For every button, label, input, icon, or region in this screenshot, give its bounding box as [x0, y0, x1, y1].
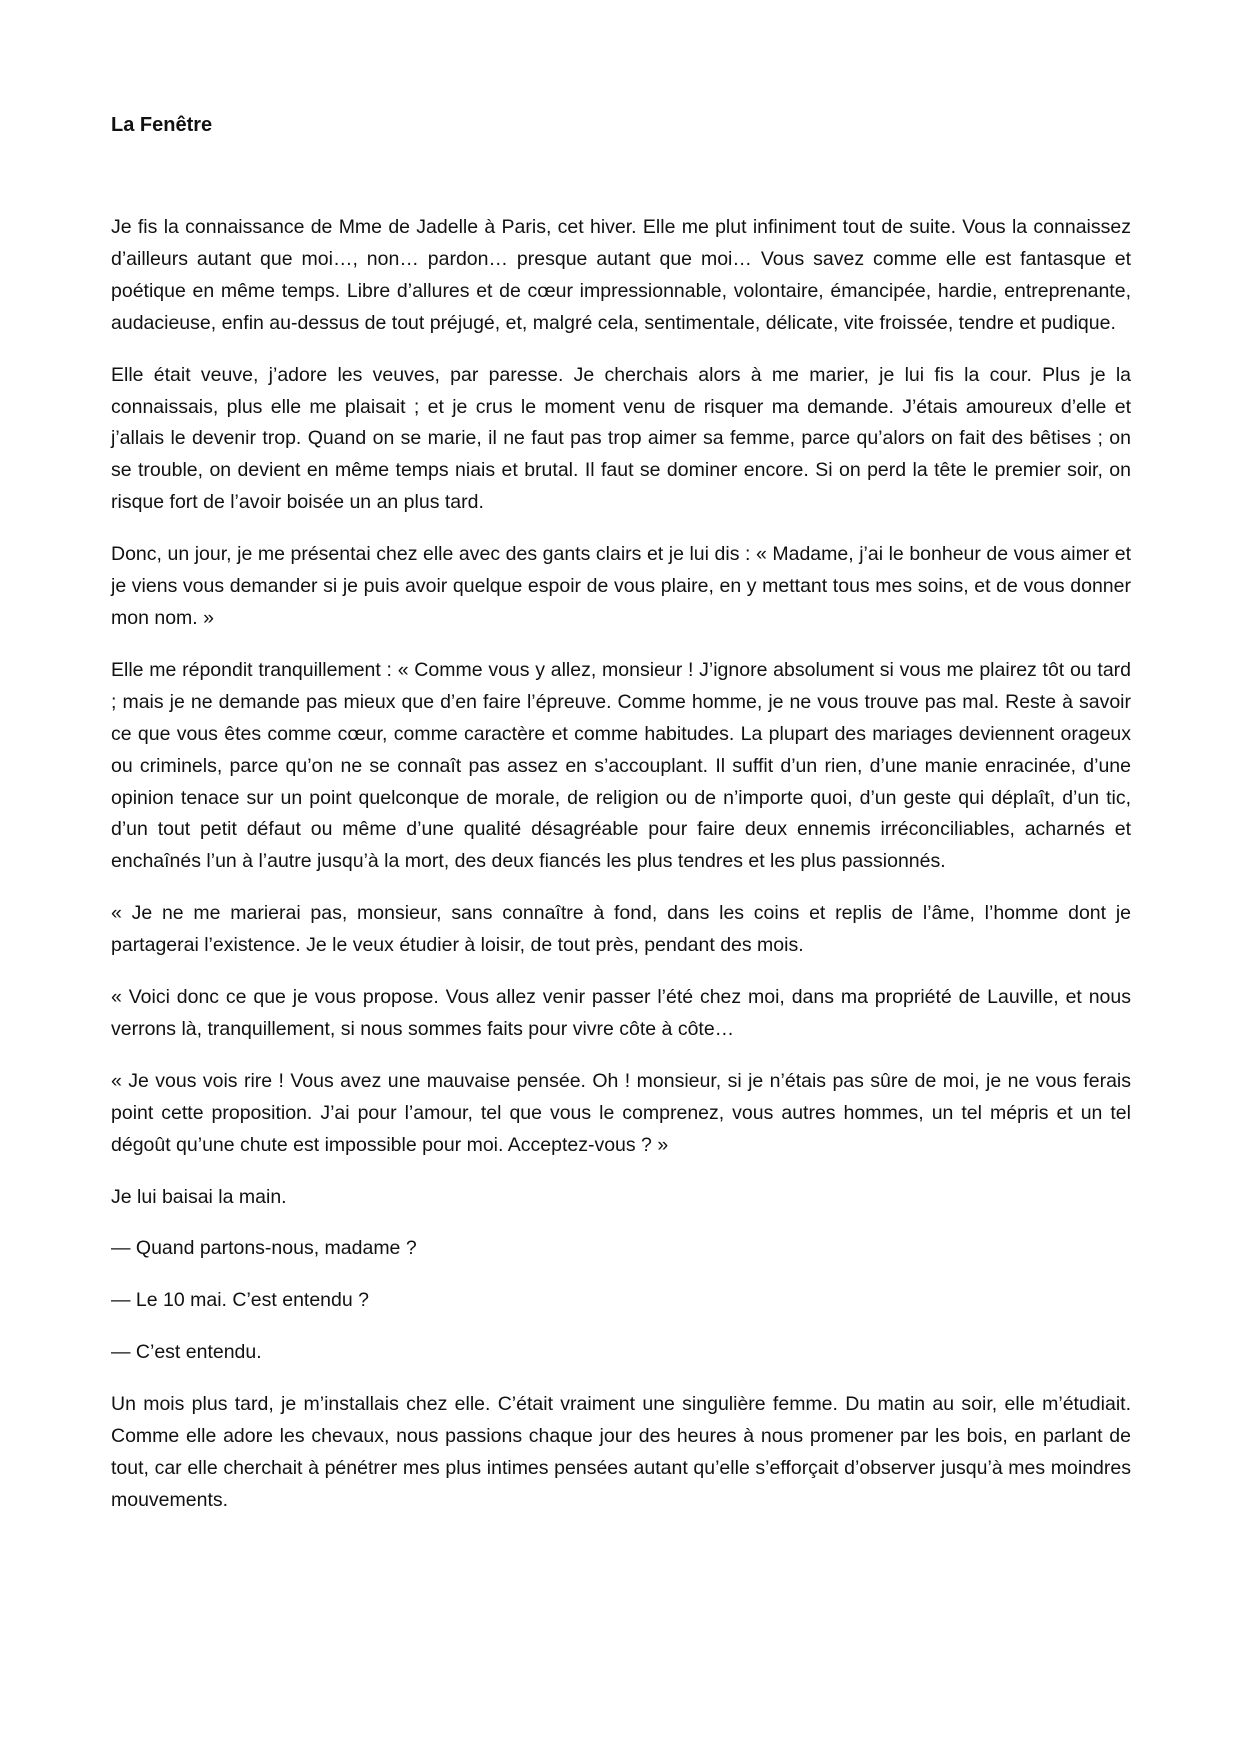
dialogue-line: — C’est entendu. [111, 1341, 262, 1364]
paragraph: Donc, un jour, je me présentai chez elle avec des gants clairs et je lui dis : « Madame, j’ai le bonheur de vous aimer et je viens vous demander si je puis avoir quelque espoir de vous plaire, en y mettant tous mes soins, et de vous donner mon nom. » [111, 543, 1131, 629]
dialogue-line: — Quand partons-nous, madame ? [111, 1237, 417, 1260]
paragraph: Je fis la connaissance de Mme de Jadelle à Paris, cet hiver. Elle me plut infiniment tout de suite. Vous la connaissez d’ailleurs autant que moi…, non… pardon… presque autant que moi… Vous savez comme elle est fantasque et poétique en même temps. Libre d’allures et de cœur impressionnable, volontaire, émancipée, hardie, entreprenante, audacieuse, enfin au-dessus de tout préjugé, et, malgré cela, sentimentale, délicate, vite froissée, tendre et pudique. [111, 216, 1131, 334]
dialogue-line: — Le 10 mai. C’est entendu ? [111, 1289, 369, 1312]
paragraph: Je lui baisai la main. [111, 1185, 287, 1208]
page-title: La Fenêtre [111, 114, 213, 136]
paragraph: « Voici donc ce que je vous propose. Vous allez venir passer l’été chez moi, dans ma propriété de Lauville, et nous verrons là, tranquillement, si nous sommes faits pour vivre côte à côte… [111, 986, 1131, 1040]
paragraph: « Je vous vois rire ! Vous avez une mauvaise pensée. Oh ! monsieur, si je n’étais pas sûre de moi, je ne vous ferais point cette proposition. J’ai pour l’amour, tel que vous le comprenez, vous autres hommes, un tel mépris et un tel dégoût qu’une chute est impossible pour moi. Acceptez-vous ? » [111, 1069, 1131, 1156]
document-body [111, 212, 1131, 1537]
paragraph: Elle était veuve, j’adore les veuves, par paresse. Je cherchais alors à me marier, je lui fis la cour. Plus je la connaissais, plus elle me plaisait ; et je crus le moment venu de risquer ma demande. J’étais amoureux d’elle et j’allais le devenir trop. Quand on se marie, il ne faut pas trop aimer sa femme, parce qu’alors on fait des bêtises ; on se trouble, on devient en même temps niais et brutal. Il faut se dominer encore. Si on perd la tête le premier soir, on risque fort de l’avoir boisée un an plus tard. [111, 363, 1131, 514]
paragraph: Un mois plus tard, je m’installais chez elle. C’était vraiment une singulière femme. Du matin au soir, elle m’étudiait. Comme elle adore les chevaux, nous passions chaque jour des heures à nous promener par les bois, en parlant de tout, car elle cherchait à pénétrer mes plus intimes pensées autant qu’elle s’efforçait d’observer jusqu’à mes moindres mouvements. [111, 1393, 1131, 1511]
paragraph: « Je ne me marierai pas, monsieur, sans connaître à fond, dans les coins et replis de l’âme, l’homme dont je partagerai l’existence. Je le veux étudier à loisir, de tout près, pendant des mois. [111, 902, 1131, 957]
paragraph: Elle me répondit tranquillement : « Comme vous y allez, monsieur ! J’ignore absolument si vous me plairez tôt ou tard ; mais je ne demande pas mieux que d’en faire l’épreuve. Comme homme, je ne vous trouve pas mal. Reste à savoir ce que vous êtes comme cœur, comme caractère et comme habitudes. La plupart des mariages deviennent orageux ou criminels, parce qu’on ne se connaît pas assez en s’accouplant. Il suffit d’un rien, d’une manie enracinée, d’une opinion tenace sur un point quelconque de morale, de religion ou de n’importe quoi, d’un geste qui déplaît, d’un tic, d’un tout petit défaut ou même d’une qualité désagréable pour faire deux ennemis irréconciliables, acharnés et enchaînés l’un à l’autre jusqu’à la mort, des deux fiancés les plus tendres et les plus passionnés. [111, 658, 1131, 873]
